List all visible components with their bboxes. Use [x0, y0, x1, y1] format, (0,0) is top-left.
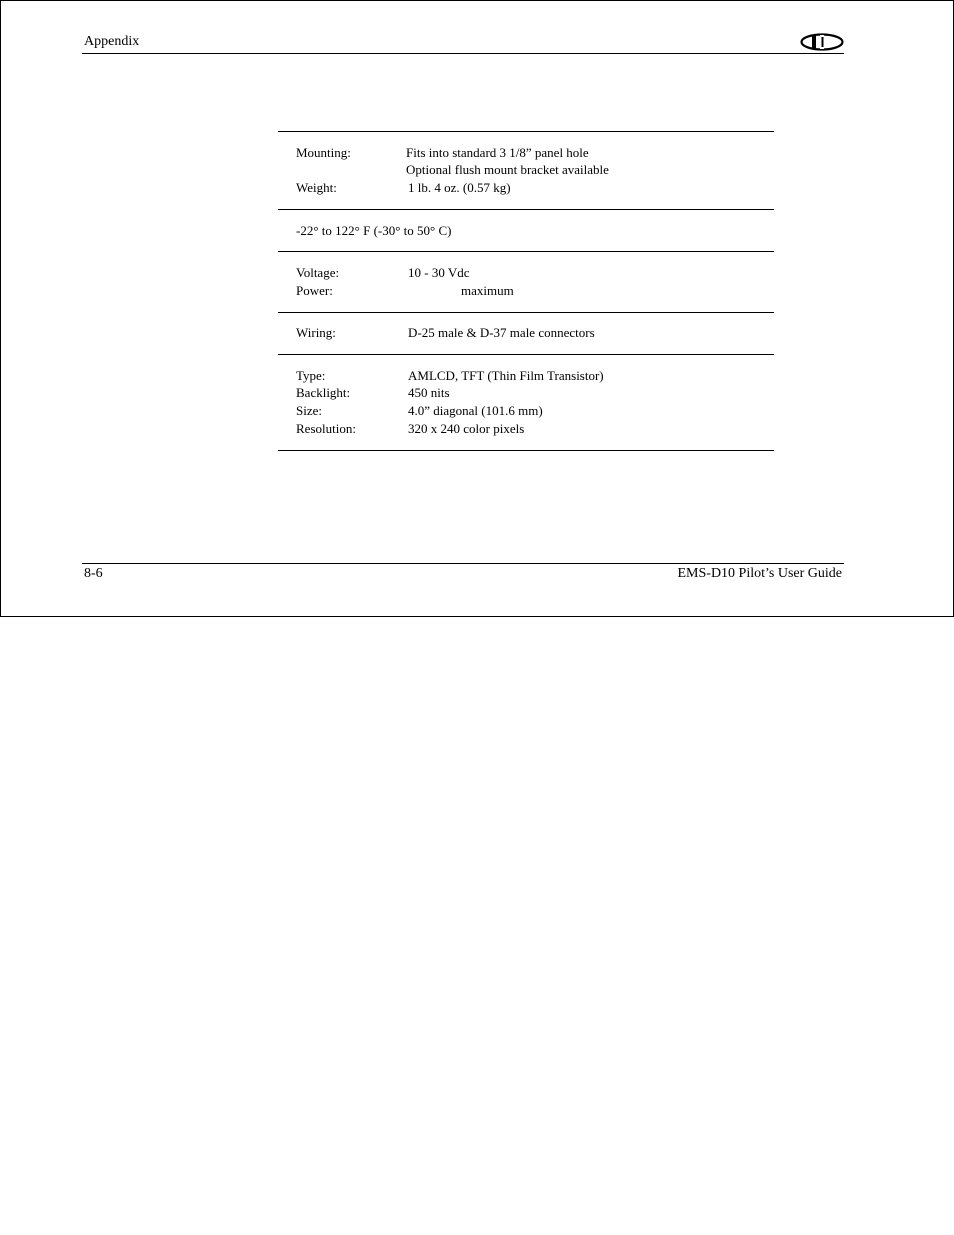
weight-value: 1 lb. 4 oz. (0.57 kg) — [408, 180, 511, 195]
footer-rule — [82, 563, 844, 564]
display-type-value: AMLCD, TFT (Thin Film Transistor) — [408, 368, 604, 383]
header-section-title: Appendix — [84, 34, 140, 49]
backlight-value: 450 nits — [408, 385, 450, 400]
resolution-label: Resolution: — [296, 421, 356, 436]
weight-label: Weight: — [296, 180, 337, 195]
header-rule — [82, 53, 844, 54]
table-rule-top — [278, 131, 774, 132]
table-rule-bottom — [278, 450, 774, 451]
footer-guide-title: EMS-D10 Pilot’s User Guide — [677, 566, 842, 581]
wiring-value: D-25 male & D-37 male connectors — [408, 325, 595, 340]
page-frame — [0, 0, 954, 617]
power-label: Power: — [296, 283, 333, 298]
mounting-label: Mounting: — [296, 145, 351, 160]
mounting-value-1: Fits into standard 3 1/8” panel hole — [406, 145, 589, 160]
power-value: maximum — [461, 283, 514, 298]
table-rule — [278, 312, 774, 313]
wiring-label: Wiring: — [296, 325, 336, 340]
dynon-logo-icon — [800, 33, 844, 51]
display-type-label: Type: — [296, 368, 326, 383]
footer-page-number: 8-6 — [84, 566, 103, 581]
size-value: 4.0” diagonal (101.6 mm) — [408, 403, 543, 418]
table-rule — [278, 251, 774, 252]
mounting-value-2: Optional flush mount bracket available — [406, 162, 609, 177]
table-rule — [278, 209, 774, 210]
voltage-value: 10 - 30 Vdc — [408, 265, 470, 280]
table-rule — [278, 354, 774, 355]
size-label: Size: — [296, 403, 322, 418]
backlight-label: Backlight: — [296, 385, 351, 400]
temperature-value: -22° to 122° F (-30° to 50° C) — [296, 223, 452, 238]
voltage-label: Voltage: — [296, 265, 340, 280]
resolution-value: 320 x 240 color pixels — [408, 421, 525, 436]
